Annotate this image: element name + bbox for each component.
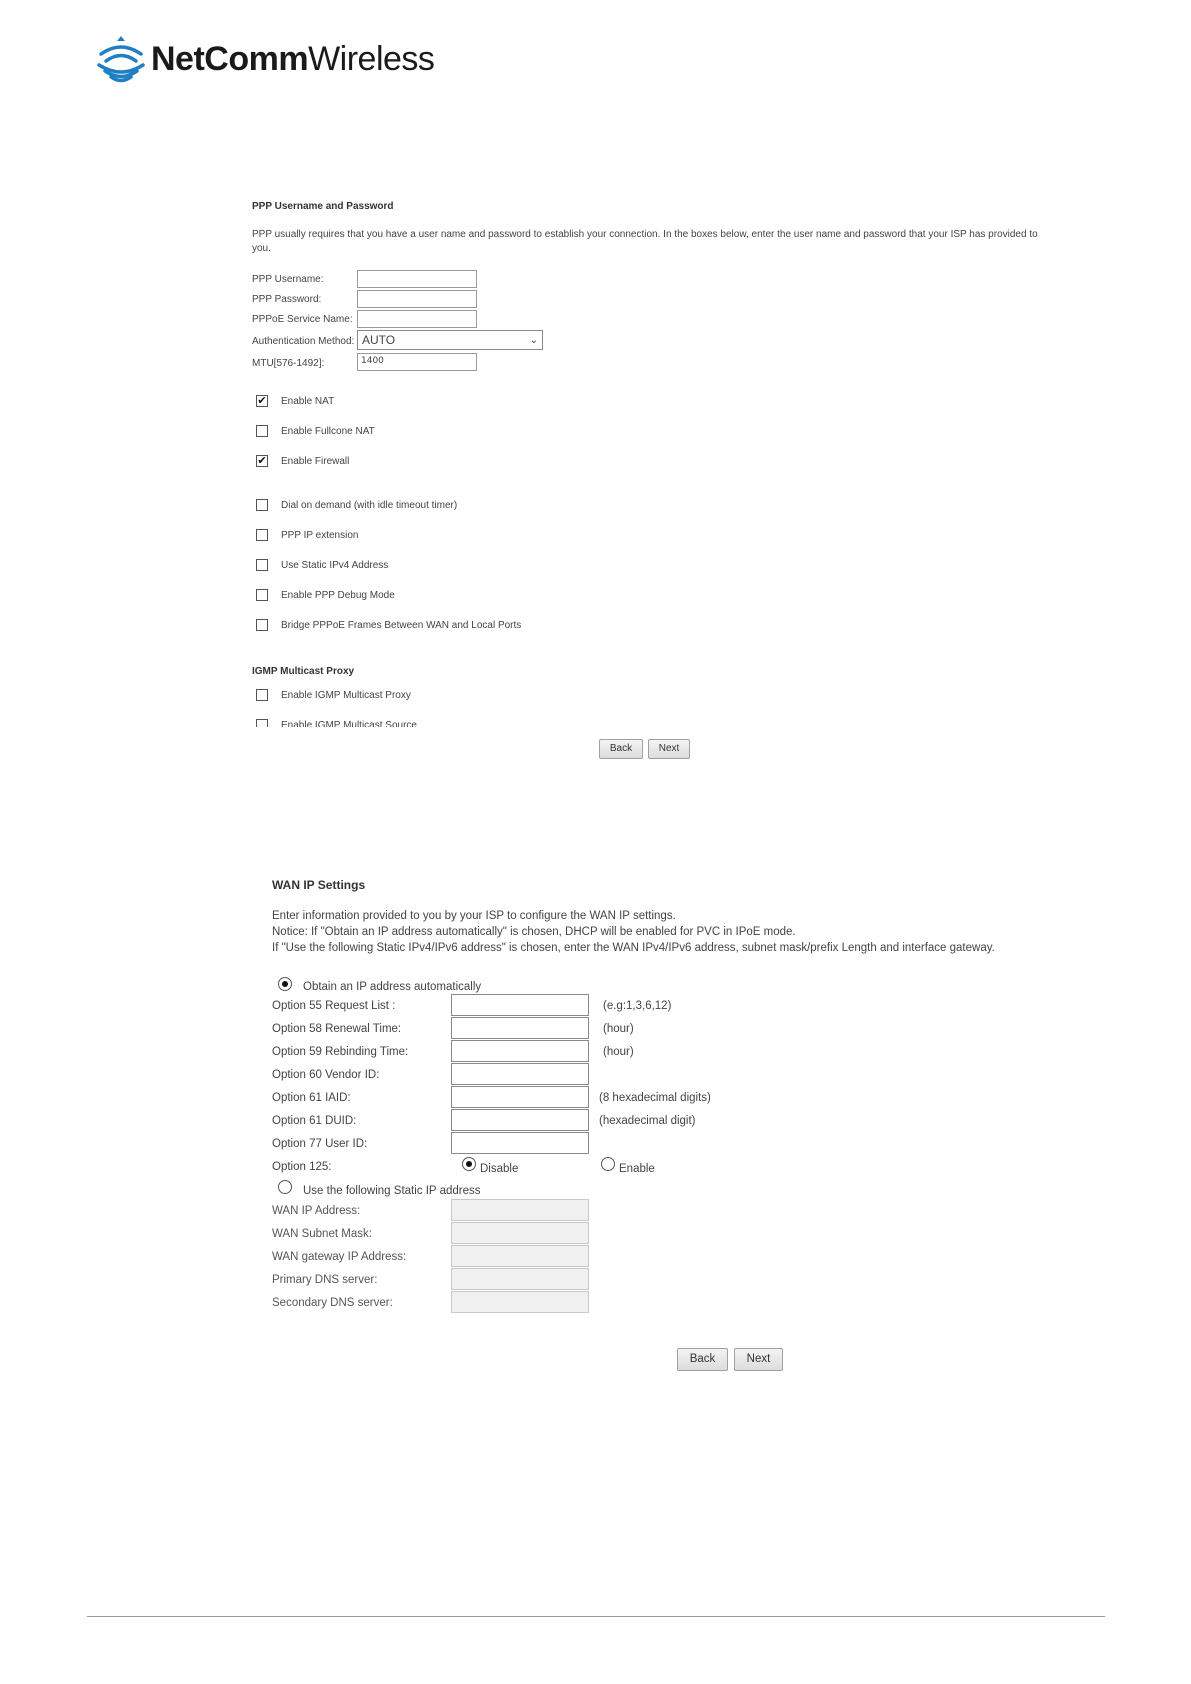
static-ip-label: Use the following Static IP address (303, 1185, 481, 1197)
secondary-dns-label: Secondary DNS server: (272, 1297, 393, 1309)
obtain-auto-label: Obtain an IP address automatically (303, 981, 482, 993)
wan-intro-line1: Enter information provided to you by your ISP to configure the WAN IP settings. (272, 910, 676, 922)
static-ipv4-checkbox[interactable] (256, 559, 268, 571)
netcomm-logo (95, 34, 434, 84)
ppp-back-button[interactable]: Back (599, 739, 643, 759)
option125-disable-radio[interactable] (462, 1157, 476, 1171)
wan-gateway-label: WAN gateway IP Address: (272, 1251, 407, 1263)
ppp-password-input[interactable] (357, 290, 477, 308)
pppoe-service-label: PPPoE Service Name: (252, 314, 353, 325)
wan-ip-label: WAN IP Address: (272, 1205, 361, 1217)
option60-input[interactable] (451, 1063, 589, 1085)
option125-label: Option 125: (272, 1161, 332, 1173)
bridge-pppoe-label: Bridge PPPoE Frames Between WAN and Local Ports (281, 620, 522, 631)
primary-dns-input[interactable] (451, 1268, 589, 1290)
option58-input[interactable] (451, 1017, 589, 1039)
wan-gateway-input[interactable] (451, 1245, 589, 1267)
ppp-username-input[interactable] (357, 270, 477, 288)
wan-subnet-input[interactable] (451, 1222, 589, 1244)
ppp-debug-checkbox[interactable] (256, 589, 268, 601)
option61-iaid-label: Option 61 IAID: (272, 1092, 351, 1104)
ppp-intro-text: PPP usually requires that you have a user name and password to establish your connection. In the boxes below, enter the user name and password that your ISP has provided to you. (252, 229, 1038, 254)
option59-label: Option 59 Rebinding Time: (272, 1046, 409, 1058)
enable-fullcone-nat-checkbox[interactable] (256, 425, 268, 437)
mtu-label: MTU[576-1492]: (252, 358, 325, 369)
option125-disable-label: Disable (480, 1163, 519, 1175)
igmp-source-checkbox[interactable] (256, 719, 268, 727)
igmp-proxy-checkbox[interactable] (256, 689, 268, 701)
igmp-section-title: IGMP Multicast Proxy (252, 666, 355, 677)
enable-nat-label: Enable NAT (281, 396, 335, 407)
wan-ip-input[interactable] (451, 1199, 589, 1221)
primary-dns-label: Primary DNS server: (272, 1274, 378, 1286)
ppp-username-label: PPP Username: (252, 274, 324, 285)
option125-enable-radio[interactable] (601, 1157, 615, 1171)
ppp-password-label: PPP Password: (252, 294, 322, 305)
option60-label: Option 60 Vendor ID: (272, 1069, 380, 1081)
option59-input[interactable] (451, 1040, 589, 1062)
enable-firewall-label: Enable Firewall (281, 456, 350, 467)
option61-iaid-input[interactable] (451, 1086, 589, 1108)
option58-hint: (hour) (603, 1023, 634, 1035)
bridge-pppoe-checkbox[interactable] (256, 619, 268, 631)
ppp-debug-label: Enable PPP Debug Mode (281, 590, 395, 601)
option61-duid-input[interactable] (451, 1109, 589, 1131)
wan-intro-line3: If "Use the following Static IPv4/IPv6 address" is chosen, enter the WAN IPv4/IPv6 address, subnet mask/prefix Length and interface gateway. (272, 942, 995, 954)
chevron-down-icon: ⌄ (529, 334, 538, 346)
wan-back-button[interactable]: Back (677, 1348, 728, 1371)
ppp-section-title: PPP Username and Password (252, 201, 394, 212)
ppp-ip-extension-checkbox[interactable] (256, 529, 268, 541)
pppoe-service-input[interactable] (357, 310, 477, 328)
option55-input[interactable] (451, 994, 589, 1016)
wan-subnet-label: WAN Subnet Mask: (272, 1228, 372, 1240)
igmp-source-row (250, 716, 550, 727)
option61-iaid-hint: (8 hexadecimal digits) (599, 1092, 711, 1104)
static-ipv4-label: Use Static IPv4 Address (281, 560, 389, 571)
wan-intro-line2: Notice: If "Obtain an IP address automatically" is chosen, DHCP will be enabled for PVC in IPoE mode. (272, 926, 796, 938)
auth-method-value: AUTO (362, 333, 396, 347)
option61-duid-hint: (hexadecimal digit) (599, 1115, 696, 1127)
option55-label: Option 55 Request List : (272, 1000, 396, 1012)
secondary-dns-input[interactable] (451, 1291, 589, 1313)
enable-firewall-checkbox[interactable]: ✔ (257, 455, 267, 467)
wireless-signal-icon (95, 34, 147, 84)
footer-divider (87, 1616, 1105, 1617)
option61-duid-label: Option 61 DUID: (272, 1115, 357, 1127)
obtain-auto-radio[interactable] (278, 977, 292, 991)
dial-on-demand-checkbox[interactable] (256, 499, 268, 511)
igmp-proxy-label: Enable IGMP Multicast Proxy (281, 690, 411, 701)
mtu-input[interactable]: 1400 (357, 353, 477, 371)
enable-nat-checkbox[interactable]: ✔ (257, 395, 267, 407)
auth-method-label: Authentication Method: (252, 336, 355, 347)
option59-hint: (hour) (603, 1046, 634, 1058)
ppp-next-button[interactable]: Next (648, 739, 690, 759)
option77-input[interactable] (451, 1132, 589, 1154)
dial-on-demand-label: Dial on demand (with idle timeout timer) (281, 500, 458, 511)
auth-method-select[interactable] (357, 330, 543, 350)
option77-label: Option 77 User ID: (272, 1138, 368, 1150)
wan-section-title: WAN IP Settings (272, 878, 366, 892)
option55-hint: (e.g:1,3,6,12) (603, 1000, 672, 1012)
option125-enable-label: Enable (619, 1163, 655, 1175)
static-ip-radio[interactable] (278, 1180, 292, 1194)
ppp-ip-extension-label: PPP IP extension (281, 530, 359, 541)
option58-label: Option 58 Renewal Time: (272, 1023, 402, 1035)
brand-name: NetCommWireless (151, 39, 435, 78)
enable-fullcone-nat-label: Enable Fullcone NAT (281, 426, 375, 437)
wan-next-button[interactable]: Next (734, 1348, 783, 1371)
igmp-source-label: Enable IGMP Multicast Source (281, 720, 417, 727)
